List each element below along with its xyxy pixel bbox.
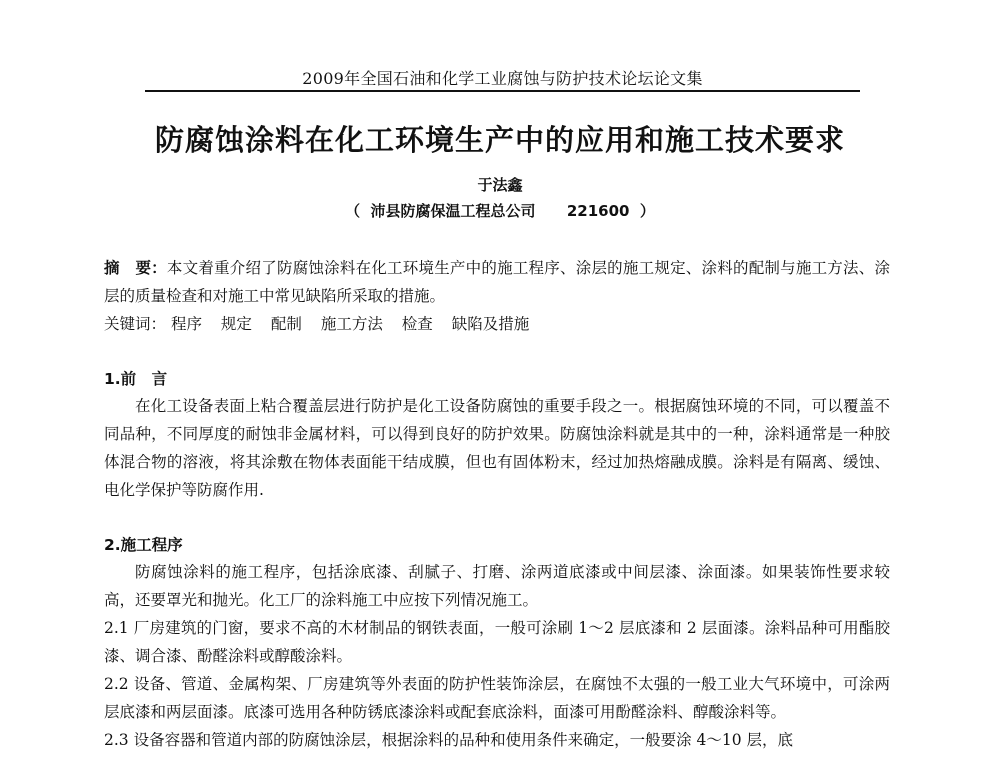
author-name: 于法鑫: [477, 176, 523, 194]
keyword-item: 检查: [401, 315, 433, 333]
keyword-item: 缺陷及措施: [451, 315, 530, 333]
section-heading: 2.施工程序: [104, 536, 183, 554]
section-paragraph: 在化工设备表面上粘合覆盖层进行防护是化工设备防腐蚀的重要手段之一。根据腐蚀环境的不同，可以覆盖不同品种，不同厚度的耐蚀非金属材料，可以得到良好的防护效果。防腐蚀涂料就是其中的一种，涂料通常是一种胶体混合物的溶液，将其涂敷在物体表面能干结成膜，但也有固体粉末，经过加热熔融成膜。涂料是有隔离、缓蚀、电化学保护等防腐作用.: [104, 397, 890, 499]
abstract-label: 摘 要：: [104, 259, 167, 277]
section-paragraph: 2.2 设备、管道、金属构架、厂房建筑等外表面的防护性装饰涂层，在腐蚀不太强的一般工业大气环境中，可涂两层底漆和两层面漆。底漆可选用各种防锈底漆涂料或配套底涂料，面漆可用酚醛涂料、醇酸涂料等。: [104, 675, 890, 721]
keyword-item: 规定: [220, 315, 252, 333]
running-header: 2009年全国石油和化学工业腐蚀与防护技术论坛论文集: [302, 69, 703, 88]
keyword-item: 配制: [270, 315, 302, 333]
keywords: [104, 310, 890, 338]
section-heading: 1.前 言: [104, 370, 168, 388]
section-body: [104, 558, 890, 754]
abstract: [104, 254, 890, 310]
keyword-item: 施工方法: [320, 315, 383, 333]
abstract-text: 本文着重介绍了防腐蚀涂料在化工环境生产中的施工程序、涂层的施工规定、涂料的配制与施工方法、涂层的质量检查和对施工中常见缺陷所采取的措施。: [104, 259, 890, 305]
section-paragraph: 2.3 设备容器和管道内部的防腐蚀涂层，根据涂料的品种和使用条件来确定，一般要涂 4～10 层，底: [104, 731, 794, 749]
author-affiliation: （ 沛县防腐保温工程总公司 221600 ）: [345, 202, 655, 220]
paper-title: 防腐蚀涂料在化工环境生产中的应用和施工技术要求: [154, 123, 845, 157]
section-paragraph: 2.1 厂房建筑的门窗，要求不高的木材制品的钢铁表面，一般可涂刷 1～2 层底漆和 2 层面漆。涂料品种可用酯胶漆、调合漆、酚醛涂料或醇酸涂料。: [104, 619, 890, 665]
header-rule: [145, 90, 860, 92]
keywords-label: 关键词：: [104, 315, 167, 333]
keyword-item: 程序: [170, 315, 202, 333]
section-paragraph: 防腐蚀涂料的施工程序，包括涂底漆、刮腻子、打磨、涂两道底漆或中间层漆、涂面漆。如果装饰性要求较高，还要罩光和抛光。化工厂的涂料施工中应按下列情况施工。: [104, 563, 890, 609]
